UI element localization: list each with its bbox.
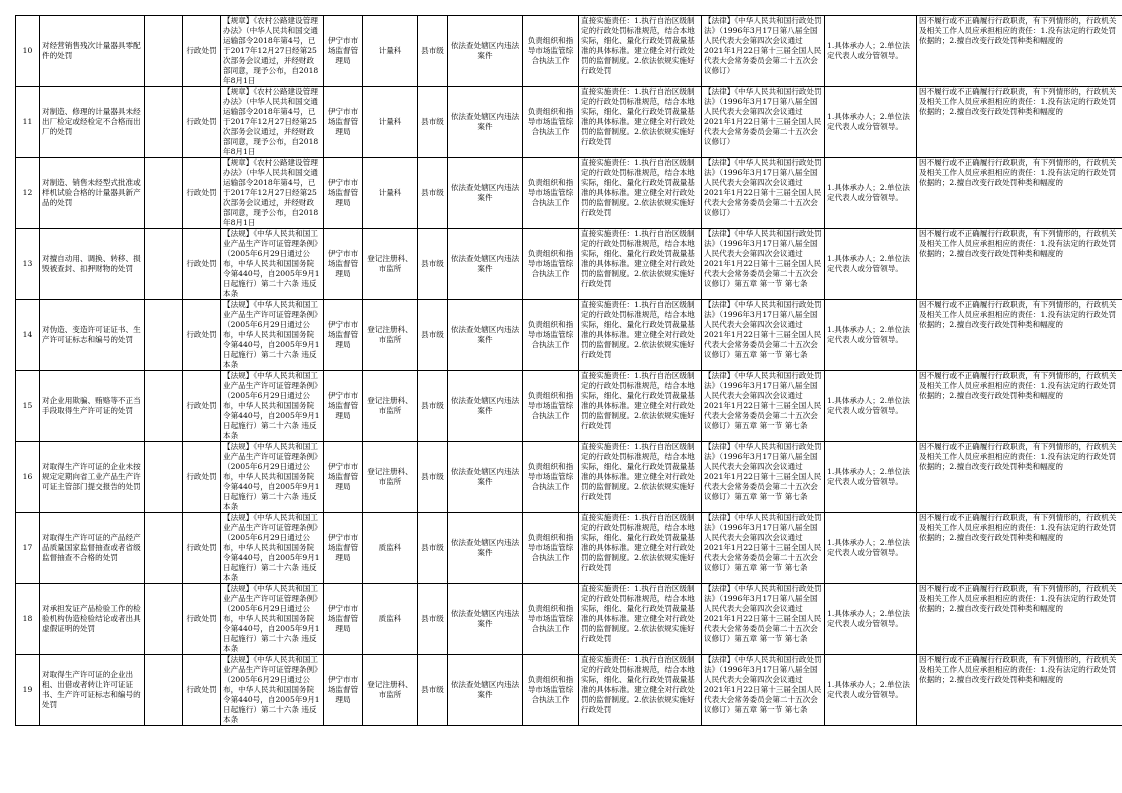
responsible-dept-cell — [363, 513, 418, 584]
implementing-agency: 伊宁市市场监督管理局 — [327, 249, 359, 278]
table-row — [16, 584, 1122, 655]
accountability-subject: 1.具体承办人；2.单位法定代表人或分管领导。 — [827, 254, 910, 273]
admin-level: 县市级 — [421, 401, 444, 410]
responsible-body-cell — [523, 158, 579, 229]
implementing-agency-cell — [324, 442, 363, 513]
legal-basis: 【法规】《中华人民共和国工业产品生产许可证管理条例》（2005年6月29日通过公布，中华人民共和国国务院令第440号，自2005年9月1日起施行）第二十六条 违反本条 — [223, 300, 320, 369]
row-number-cell — [16, 584, 40, 655]
implementation-scope-cell — [448, 158, 523, 229]
responsible-body: 负责组织和指导市场监管综合执法工作 — [527, 462, 574, 491]
accountability-subject-cell — [825, 513, 917, 584]
implementing-agency: 伊宁市市场监督管理局 — [327, 36, 359, 65]
responsible-dept: 质监科 — [378, 614, 402, 623]
admin-level-cell — [418, 158, 448, 229]
row-number-cell — [16, 16, 40, 87]
responsibility-basis: 【法律】《中华人民共和国行政处罚法》（1996年3月17日第八届全国人民代表大会第四次会议通过 2021年1月22日第十三届全国人民代表大会常务委员会第二十五次会议修订）第五章 第一节 第七条 — [704, 513, 822, 572]
admin-level: 县市级 — [421, 46, 444, 55]
row-number-cell — [16, 87, 40, 158]
responsible-body-cell — [523, 513, 579, 584]
accountability-situation: 因不履行或不正确履行行政职责，有下列情形的，行政机关及相关工作人员应承担相应的责任：1.没有法定的行政处罚依据的；2.擅自改变行政处罚种类和幅度的 — [919, 513, 1117, 542]
row-number-cell — [16, 300, 40, 371]
responsibility-basis-cell — [702, 371, 825, 442]
implementation-scope-cell — [448, 229, 523, 300]
item-name-cell — [40, 584, 145, 655]
responsible-body-cell — [523, 655, 579, 726]
item-name-cell — [40, 158, 145, 229]
accountability-situation: 因不履行或不正确履行行政职责，有下列情形的，行政机关及相关工作人员应承担相应的责任：1.没有法定的行政处罚依据的；2.擅自改变行政处罚种类和幅度的 — [919, 87, 1117, 116]
legal-basis: 【法规】《中华人民共和国工业产品生产许可证管理条例》（2005年6月29日通过公布，中华人民共和国国务院令第440号，自2005年9月1日起施行）第二十六条 违反本条 — [223, 584, 320, 653]
power-type: 行政处罚 — [186, 472, 217, 481]
legal-basis: 【规章】《农村公路建设管理办法》（中华人民共和国交通运输部令2018年第4号，已于2017年12月27日经第25次部务会议通过，并经财政部同意，现予公布，自2018年8月1日 — [223, 87, 319, 156]
accountability-subject-cell — [825, 584, 917, 655]
implementing-agency: 伊宁市市场监督管理局 — [327, 107, 359, 136]
row-number-cell — [16, 371, 40, 442]
implementing-agency-cell — [324, 655, 363, 726]
responsibility-items: 直接实施责任：1.执行自治区级制定的行政处罚标准规范，结合本地实际，细化、量化行政处罚裁量基准的具体标准。建立健全对行政处罚的监督制度。2.依法依规实施好行政处罚 — [581, 584, 695, 643]
item-name: 对经营销售残次计量器具零配件的处罚 — [42, 41, 141, 60]
admin-level-cell — [418, 229, 448, 300]
admin-level: 县市级 — [421, 472, 444, 481]
accountability-subject: 1.具体承办人；2.单位法定代表人或分管领导。 — [827, 41, 910, 60]
accountability-situation-cell — [917, 655, 1122, 726]
legal-basis-cell — [221, 584, 324, 655]
responsible-body-cell — [523, 300, 579, 371]
implementing-agency: 伊宁市市场监督管理局 — [327, 320, 359, 349]
accountability-subject: 1.具体承办人；2.单位法定代表人或分管领导。 — [827, 183, 910, 202]
implementing-agency-cell — [324, 87, 363, 158]
power-type-cell — [183, 371, 221, 442]
responsible-body: 负责组织和指导市场监管综合执法工作 — [527, 249, 574, 278]
responsible-dept-cell — [363, 300, 418, 371]
responsible-dept-cell — [363, 16, 418, 87]
item-name: 对企业用欺骗、贿赂等不正当手段取得生产许可证的处罚 — [42, 396, 141, 415]
responsibility-items-cell — [579, 442, 702, 513]
power-type: 行政处罚 — [186, 259, 217, 268]
responsible-dept: 登记注册科、市监所 — [367, 396, 413, 415]
implementing-agency: 伊宁市市场监督管理局 — [327, 675, 359, 704]
admin-level: 县市级 — [421, 685, 444, 694]
item-subcode-cell — [145, 229, 183, 300]
responsibility-items-cell — [579, 158, 702, 229]
item-name: 对伪造、变造许可证证书、生产许可证标志和编号的处罚 — [42, 325, 141, 344]
row-number: 10 — [22, 46, 33, 55]
admin-level-cell — [418, 300, 448, 371]
power-type: 行政处罚 — [186, 46, 217, 55]
responsibility-items-cell — [579, 300, 702, 371]
table-row — [16, 229, 1122, 300]
row-number: 16 — [22, 472, 33, 481]
row-number: 19 — [22, 685, 33, 694]
item-name-cell — [40, 513, 145, 584]
item-subcode-cell — [145, 371, 183, 442]
accountability-situation: 因不履行或不正确履行行政职责，有下列情形的，行政机关及相关工作人员应承担相应的责任：1.没有法定的行政处罚依据的；2.擅自改变行政处罚种类和幅度的 — [919, 158, 1117, 187]
responsibility-items: 直接实施责任：1.执行自治区级制定的行政处罚标准规范，结合本地实际，细化、量化行政处罚裁量基准的具体标准。建立健全对行政处罚的监督制度。2.依法依规实施好行政处罚 — [581, 300, 695, 359]
implementing-agency-cell — [324, 300, 363, 371]
responsibility-basis: 【法律】《中华人民共和国行政处罚法》（1996年3月17日第八届全国人民代表大会第四次会议通过 2021年1月22日第十三届全国人民代表大会常务委员会第二十五次会议修订）第五章 第一节 第七条 — [704, 442, 822, 501]
item-name-cell — [40, 300, 145, 371]
power-type-cell — [183, 16, 221, 87]
responsibility-basis: 【法律】《中华人民共和国行政处罚法》（1996年3月17日第八届全国人民代表大会第四次会议通过 2021年1月22日第十三届全国人民代表大会常务委员会第二十五次会议修订）第五章 第一节 第七条 — [704, 371, 822, 430]
responsible-body: 负责组织和指导市场监管综合执法工作 — [527, 675, 574, 704]
accountability-situation-cell — [917, 16, 1122, 87]
responsibility-items-cell — [579, 16, 702, 87]
power-type: 行政处罚 — [186, 117, 217, 126]
legal-basis: 【法规】《中华人民共和国工业产品生产许可证管理条例》（2005年6月29日通过公布，中华人民共和国国务院令第440号，自2005年9月1日起施行）第二十六条 违反本条 — [223, 513, 320, 582]
implementation-scope-cell — [448, 442, 523, 513]
responsible-dept-cell — [363, 87, 418, 158]
responsibility-items: 直接实施责任：1.执行自治区级制定的行政处罚标准规范，结合本地实际，细化、量化行政处罚裁量基准的具体标准。建立健全对行政处罚的监督制度。2.依法依规实施好行政处罚 — [581, 442, 695, 501]
accountability-subject-cell — [825, 229, 917, 300]
admin-level: 县市级 — [421, 259, 444, 268]
item-subcode-cell — [145, 158, 183, 229]
row-number-cell — [16, 655, 40, 726]
accountability-subject: 1.具体承办人；2.单位法定代表人或分管领导。 — [827, 538, 910, 557]
implementing-agency-cell — [324, 513, 363, 584]
accountability-situation: 因不履行或不正确履行行政职责，有下列情形的，行政机关及相关工作人员应承担相应的责任：1.没有法定的行政处罚依据的；2.擅自改变行政处罚种类和幅度的 — [919, 655, 1117, 684]
implementation-scope: 依法查处辖区内违法案件 — [450, 41, 520, 60]
responsibility-basis-cell — [702, 158, 825, 229]
item-name: 对取得生产许可证的产品经产品质量国家监督抽查或者省级监督抽查不合格的处罚 — [42, 533, 141, 562]
item-name: 对制造、销售未经型式批准或样机试验合格的计量器具新产品的处罚 — [42, 178, 141, 207]
accountability-situation-cell — [917, 229, 1122, 300]
row-number: 18 — [22, 614, 33, 623]
responsibility-items-cell — [579, 513, 702, 584]
responsibility-basis-cell — [702, 513, 825, 584]
admin-level: 县市级 — [421, 614, 444, 623]
responsibility-basis: 【法律】《中华人民共和国行政处罚法》（1996年3月17日第八届全国人民代表大会第四次会议通过 2021年1月22日第十三届全国人民代表大会常务委员会第二十五次会议修订）第五章 第一节 第七条 — [704, 300, 822, 359]
accountability-situation: 因不履行或不正确履行行政职责，有下列情形的，行政机关及相关工作人员应承担相应的责任：1.没有法定的行政处罚依据的；2.擅自改变行政处罚种类和幅度的 — [919, 584, 1117, 613]
accountability-subject-cell — [825, 87, 917, 158]
power-type-cell — [183, 655, 221, 726]
accountability-subject: 1.具体承办人；2.单位法定代表人或分管领导。 — [827, 680, 910, 699]
row-number: 12 — [22, 188, 33, 197]
responsibility-items: 直接实施责任：1.执行自治区级制定的行政处罚标准规范，结合本地实际，细化、量化行政处罚裁量基准的具体标准。建立健全对行政处罚的监督制度。2.依法依规实施好行政处罚 — [581, 87, 695, 146]
responsible-dept-cell — [363, 655, 418, 726]
responsible-body-cell — [523, 16, 579, 87]
power-type: 行政处罚 — [186, 685, 217, 694]
legal-basis-cell — [221, 87, 324, 158]
responsibility-basis-cell — [702, 655, 825, 726]
implementing-agency: 伊宁市市场监督管理局 — [327, 604, 359, 633]
accountability-situation: 因不履行或不正确履行行政职责，有下列情形的，行政机关及相关工作人员应承担相应的责任：1.没有法定的行政处罚依据的；2.擅自改变行政处罚种类和幅度的 — [919, 16, 1117, 45]
accountability-subject-cell — [825, 158, 917, 229]
legal-basis-cell — [221, 655, 324, 726]
power-type: 行政处罚 — [186, 330, 217, 339]
accountability-subject: 1.具体承办人；2.单位法定代表人或分管领导。 — [827, 325, 910, 344]
implementation-scope-cell — [448, 371, 523, 442]
power-type: 行政处罚 — [186, 401, 217, 410]
table-row — [16, 513, 1122, 584]
responsibility-basis: 【法律】《中华人民共和国行政处罚法》（1996年3月17日第八届全国人民代表大会第四次会议通过 2021年1月22日第十三届全国人民代表大会常务委员会第二十五次会议修订） — [704, 16, 822, 75]
item-name: 对取得生产许可证的企业出租、出借或者转让许可证证书、生产许可证标志和编号的处罚 — [42, 670, 141, 709]
implementation-scope: 依法查处辖区内违法案件 — [450, 325, 520, 344]
implementing-agency: 伊宁市市场监督管理局 — [327, 391, 359, 420]
responsible-dept: 登记注册科、市监所 — [367, 467, 413, 486]
admin-level: 县市级 — [421, 188, 444, 197]
responsible-dept-cell — [363, 584, 418, 655]
power-type-cell — [183, 229, 221, 300]
accountability-situation: 因不履行或不正确履行行政职责，有下列情形的，行政机关及相关工作人员应承担相应的责任：1.没有法定的行政处罚依据的；2.擅自改变行政处罚种类和幅度的 — [919, 371, 1117, 400]
responsible-body: 负责组织和指导市场监管综合执法工作 — [527, 533, 574, 562]
row-number-cell — [16, 442, 40, 513]
implementation-scope: 依法查处辖区内违法案件 — [450, 609, 520, 628]
implementing-agency: 伊宁市市场监督管理局 — [327, 462, 359, 491]
item-name-cell — [40, 442, 145, 513]
accountability-situation-cell — [917, 584, 1122, 655]
legal-basis-cell — [221, 229, 324, 300]
table-row — [16, 371, 1122, 442]
admin-level-cell — [418, 371, 448, 442]
admin-level-cell — [418, 87, 448, 158]
implementing-agency: 伊宁市市场监督管理局 — [327, 533, 359, 562]
legal-basis-cell — [221, 442, 324, 513]
accountability-subject-cell — [825, 371, 917, 442]
item-subcode-cell — [145, 655, 183, 726]
accountability-situation-cell — [917, 300, 1122, 371]
responsible-dept: 计量科 — [378, 188, 402, 197]
responsible-body: 负责组织和指导市场监管综合执法工作 — [527, 107, 574, 136]
legal-basis: 【规章】《农村公路建设管理办法》（中华人民共和国交通运输部令2018年第4号，已于2017年12月27日经第25次部务会议通过，并经财政部同意，现予公布，自2018年8月1日 — [223, 16, 319, 85]
responsibility-basis: 【法律】《中华人民共和国行政处罚法》（1996年3月17日第八届全国人民代表大会第四次会议通过 2021年1月22日第十三届全国人民代表大会常务委员会第二十五次会议修订）第五章 第一节 第七条 — [704, 229, 822, 288]
admin-level-cell — [418, 513, 448, 584]
responsibility-basis: 【法律】《中华人民共和国行政处罚法》（1996年3月17日第八届全国人民代表大会第四次会议通过 2021年1月22日第十三届全国人民代表大会常务委员会第二十五次会议修订） — [704, 87, 822, 146]
table-row — [16, 655, 1122, 726]
row-number: 11 — [22, 117, 33, 126]
table-row — [16, 300, 1122, 371]
item-subcode-cell — [145, 300, 183, 371]
implementation-scope: 依法查处辖区内违法案件 — [450, 254, 520, 273]
row-number: 17 — [22, 543, 33, 552]
responsible-dept-cell — [363, 229, 418, 300]
responsible-dept-cell — [363, 158, 418, 229]
legal-basis-cell — [221, 158, 324, 229]
legal-basis-cell — [221, 371, 324, 442]
item-subcode-cell — [145, 584, 183, 655]
power-list-table — [15, 15, 1122, 726]
responsible-body: 负责组织和指导市场监管综合执法工作 — [527, 36, 574, 65]
legal-basis: 【法规】《中华人民共和国工业产品生产许可证管理条例》（2005年6月29日通过公布，中华人民共和国国务院令第440号，自2005年9月1日起施行）第二十六条 违反本条 — [223, 371, 320, 440]
legal-basis: 【法规】《中华人民共和国工业产品生产许可证管理条例》（2005年6月29日通过公布，中华人民共和国国务院令第440号，自2005年9月1日起施行）第二十六条 违反本条 — [223, 229, 320, 298]
responsibility-basis-cell — [702, 584, 825, 655]
power-type: 行政处罚 — [186, 614, 217, 623]
responsibility-basis-cell — [702, 87, 825, 158]
legal-basis: 【规章】《农村公路建设管理办法》（中华人民共和国交通运输部令2018年第4号，已于2017年12月27日经第25次部务会议通过，并经财政部同意，现予公布，自2018年8月1日 — [223, 158, 319, 227]
legal-basis-cell — [221, 300, 324, 371]
accountability-situation-cell — [917, 442, 1122, 513]
row-number: 15 — [22, 401, 33, 410]
implementing-agency-cell — [324, 584, 363, 655]
accountability-subject: 1.具体承办人；2.单位法定代表人或分管领导。 — [827, 609, 910, 628]
responsible-dept: 计量科 — [378, 117, 402, 126]
responsibility-basis-cell — [702, 229, 825, 300]
responsibility-items: 直接实施责任：1.执行自治区级制定的行政处罚标准规范，结合本地实际，细化、量化行政处罚裁量基准的具体标准。建立健全对行政处罚的监督制度。2.依法依规实施好行政处罚 — [581, 16, 695, 75]
item-name-cell — [40, 229, 145, 300]
implementing-agency: 伊宁市市场监督管理局 — [327, 178, 359, 207]
accountability-subject-cell — [825, 655, 917, 726]
responsibility-basis-cell — [702, 442, 825, 513]
implementation-scope: 依法查处辖区内违法案件 — [450, 396, 520, 415]
responsibility-items: 直接实施责任：1.执行自治区级制定的行政处罚标准规范，结合本地实际，细化、量化行政处罚裁量基准的具体标准。建立健全对行政处罚的监督制度。2.依法依规实施好行政处罚 — [581, 371, 695, 430]
responsible-dept: 登记注册科、市监所 — [367, 254, 413, 273]
accountability-situation-cell — [917, 158, 1122, 229]
row-number: 14 — [22, 330, 33, 339]
implementation-scope: 依法查处辖区内违法案件 — [450, 538, 520, 557]
responsibility-items-cell — [579, 584, 702, 655]
row-number-cell — [16, 513, 40, 584]
responsible-body: 负责组织和指导市场监管综合执法工作 — [527, 178, 574, 207]
responsible-dept-cell — [363, 371, 418, 442]
item-name-cell — [40, 87, 145, 158]
responsibility-basis: 【法律】《中华人民共和国行政处罚法》（1996年3月17日第八届全国人民代表大会第四次会议通过 2021年1月22日第十三届全国人民代表大会常务委员会第二十五次会议修订）第五章 第一节 第七条 — [704, 655, 822, 714]
implementing-agency-cell — [324, 371, 363, 442]
legal-basis-cell — [221, 16, 324, 87]
admin-level-cell — [418, 442, 448, 513]
item-name: 对承担发证产品检验工作的检验机构伪造检验结论或者出具虚假证明的处罚 — [42, 604, 141, 633]
responsibility-items: 直接实施责任：1.执行自治区级制定的行政处罚标准规范，结合本地实际，细化、量化行政处罚裁量基准的具体标准。建立健全对行政处罚的监督制度。2.依法依规实施好行政处罚 — [581, 655, 695, 714]
power-type-cell — [183, 300, 221, 371]
responsible-dept-cell — [363, 442, 418, 513]
responsible-body-cell — [523, 442, 579, 513]
implementing-agency-cell — [324, 16, 363, 87]
power-type-cell — [183, 442, 221, 513]
responsible-body-cell — [523, 371, 579, 442]
responsibility-basis: 【法律】《中华人民共和国行政处罚法》（1996年3月17日第八届全国人民代表大会第四次会议通过 2021年1月22日第十三届全国人民代表大会常务委员会第二十五次会议修订）第五章 第一节 第七条 — [704, 584, 822, 643]
responsible-dept: 计量科 — [378, 46, 402, 55]
row-number-cell — [16, 158, 40, 229]
implementation-scope-cell — [448, 655, 523, 726]
responsibility-items: 直接实施责任：1.执行自治区级制定的行政处罚标准规范，结合本地实际，细化、量化行政处罚裁量基准的具体标准。建立健全对行政处罚的监督制度。2.依法依规实施好行政处罚 — [581, 513, 695, 572]
accountability-situation-cell — [917, 513, 1122, 584]
item-subcode-cell — [145, 442, 183, 513]
implementation-scope-cell — [448, 16, 523, 87]
responsible-dept: 登记注册科、市监所 — [367, 325, 413, 344]
responsibility-basis-cell — [702, 16, 825, 87]
implementation-scope-cell — [448, 87, 523, 158]
responsibility-items-cell — [579, 655, 702, 726]
admin-level-cell — [418, 16, 448, 87]
responsibility-items-cell — [579, 371, 702, 442]
table-row — [16, 442, 1122, 513]
item-name: 对取得生产许可证的企业未按规定定期向省工业产品生产许可证主管部门提交报告的处罚 — [42, 462, 141, 491]
power-type-cell — [183, 584, 221, 655]
item-subcode-cell — [145, 87, 183, 158]
legal-basis: 【法规】《中华人民共和国工业产品生产许可证管理条例》（2005年6月29日通过公布，中华人民共和国国务院令第440号，自2005年9月1日起施行）第二十六条 违反本条 — [223, 442, 320, 511]
responsible-dept: 登记注册科、市监所 — [367, 680, 413, 699]
implementing-agency-cell — [324, 229, 363, 300]
table-row — [16, 16, 1122, 87]
accountability-situation: 因不履行或不正确履行行政职责，有下列情形的，行政机关及相关工作人员应承担相应的责任：1.没有法定的行政处罚依据的；2.擅自改变行政处罚种类和幅度的 — [919, 229, 1117, 258]
power-type-cell — [183, 87, 221, 158]
power-type: 行政处罚 — [186, 188, 217, 197]
power-type-cell — [183, 513, 221, 584]
item-name-cell — [40, 371, 145, 442]
admin-level: 县市级 — [421, 330, 444, 339]
implementation-scope: 依法查处辖区内违法案件 — [450, 467, 520, 486]
table-row — [16, 158, 1122, 229]
responsible-dept: 质监科 — [378, 543, 402, 552]
admin-level: 县市级 — [421, 117, 444, 126]
power-type-cell — [183, 158, 221, 229]
responsibility-items-cell — [579, 87, 702, 158]
responsibility-basis: 【法律】《中华人民共和国行政处罚法》（1996年3月17日第八届全国人民代表大会第四次会议通过 2021年1月22日第十三届全国人民代表大会常务委员会第二十五次会议修订） — [704, 158, 822, 217]
item-subcode-cell — [145, 16, 183, 87]
responsible-body-cell — [523, 584, 579, 655]
implementation-scope-cell — [448, 584, 523, 655]
responsible-body-cell — [523, 87, 579, 158]
admin-level-cell — [418, 584, 448, 655]
implementation-scope: 依法查处辖区内违法案件 — [450, 680, 520, 699]
responsibility-items: 直接实施责任：1.执行自治区级制定的行政处罚标准规范，结合本地实际，细化、量化行政处罚裁量基准的具体标准。建立健全对行政处罚的监督制度。2.依法依规实施好行政处罚 — [581, 158, 695, 217]
implementation-scope-cell — [448, 513, 523, 584]
accountability-subject: 1.具体承办人；2.单位法定代表人或分管领导。 — [827, 467, 910, 486]
responsible-body: 负责组织和指导市场监管综合执法工作 — [527, 320, 574, 349]
implementation-scope: 依法查处辖区内违法案件 — [450, 183, 520, 202]
accountability-subject-cell — [825, 300, 917, 371]
accountability-subject-cell — [825, 442, 917, 513]
responsible-body: 负责组织和指导市场监管综合执法工作 — [527, 604, 574, 633]
implementing-agency-cell — [324, 158, 363, 229]
responsible-body: 负责组织和指导市场监管综合执法工作 — [527, 391, 574, 420]
accountability-subject: 1.具体承办人；2.单位法定代表人或分管领导。 — [827, 396, 910, 415]
implementation-scope-cell — [448, 300, 523, 371]
admin-level: 县市级 — [421, 543, 444, 552]
table-row — [16, 87, 1122, 158]
item-name: 对擅自动用、调换、转移、损毁被查封、扣押财物的处罚 — [42, 254, 141, 273]
item-name: 对制造、修理的计量器具未经出厂检定或经检定不合格而出厂的处罚 — [42, 107, 141, 136]
accountability-subject-cell — [825, 16, 917, 87]
accountability-subject: 1.具体承办人；2.单位法定代表人或分管领导。 — [827, 112, 910, 131]
responsibility-items: 直接实施责任：1.执行自治区级制定的行政处罚标准规范，结合本地实际，细化、量化行政处罚裁量基准的具体标准。建立健全对行政处罚的监督制度。2.依法依规实施好行政处罚 — [581, 229, 695, 288]
legal-basis: 【法规】《中华人民共和国工业产品生产许可证管理条例》（2005年6月29日通过公布，中华人民共和国国务院令第440号，自2005年9月1日起施行）第二十六条 违反本条 — [223, 655, 320, 724]
implementation-scope: 依法查处辖区内违法案件 — [450, 112, 520, 131]
item-name-cell — [40, 16, 145, 87]
row-number: 13 — [22, 259, 33, 268]
responsible-body-cell — [523, 229, 579, 300]
power-type: 行政处罚 — [186, 543, 217, 552]
row-number-cell — [16, 229, 40, 300]
power-list-table-sheet — [15, 15, 1122, 725]
accountability-situation: 因不履行或不正确履行行政职责，有下列情形的，行政机关及相关工作人员应承担相应的责任：1.没有法定的行政处罚依据的；2.擅自改变行政处罚种类和幅度的 — [919, 300, 1117, 329]
accountability-situation-cell — [917, 87, 1122, 158]
accountability-situation: 因不履行或不正确履行行政职责，有下列情形的，行政机关及相关工作人员应承担相应的责任：1.没有法定的行政处罚依据的；2.擅自改变行政处罚种类和幅度的 — [919, 442, 1117, 471]
item-subcode-cell — [145, 513, 183, 584]
item-name-cell — [40, 655, 145, 726]
responsibility-basis-cell — [702, 300, 825, 371]
accountability-situation-cell — [917, 371, 1122, 442]
responsibility-items-cell — [579, 229, 702, 300]
admin-level-cell — [418, 655, 448, 726]
legal-basis-cell — [221, 513, 324, 584]
